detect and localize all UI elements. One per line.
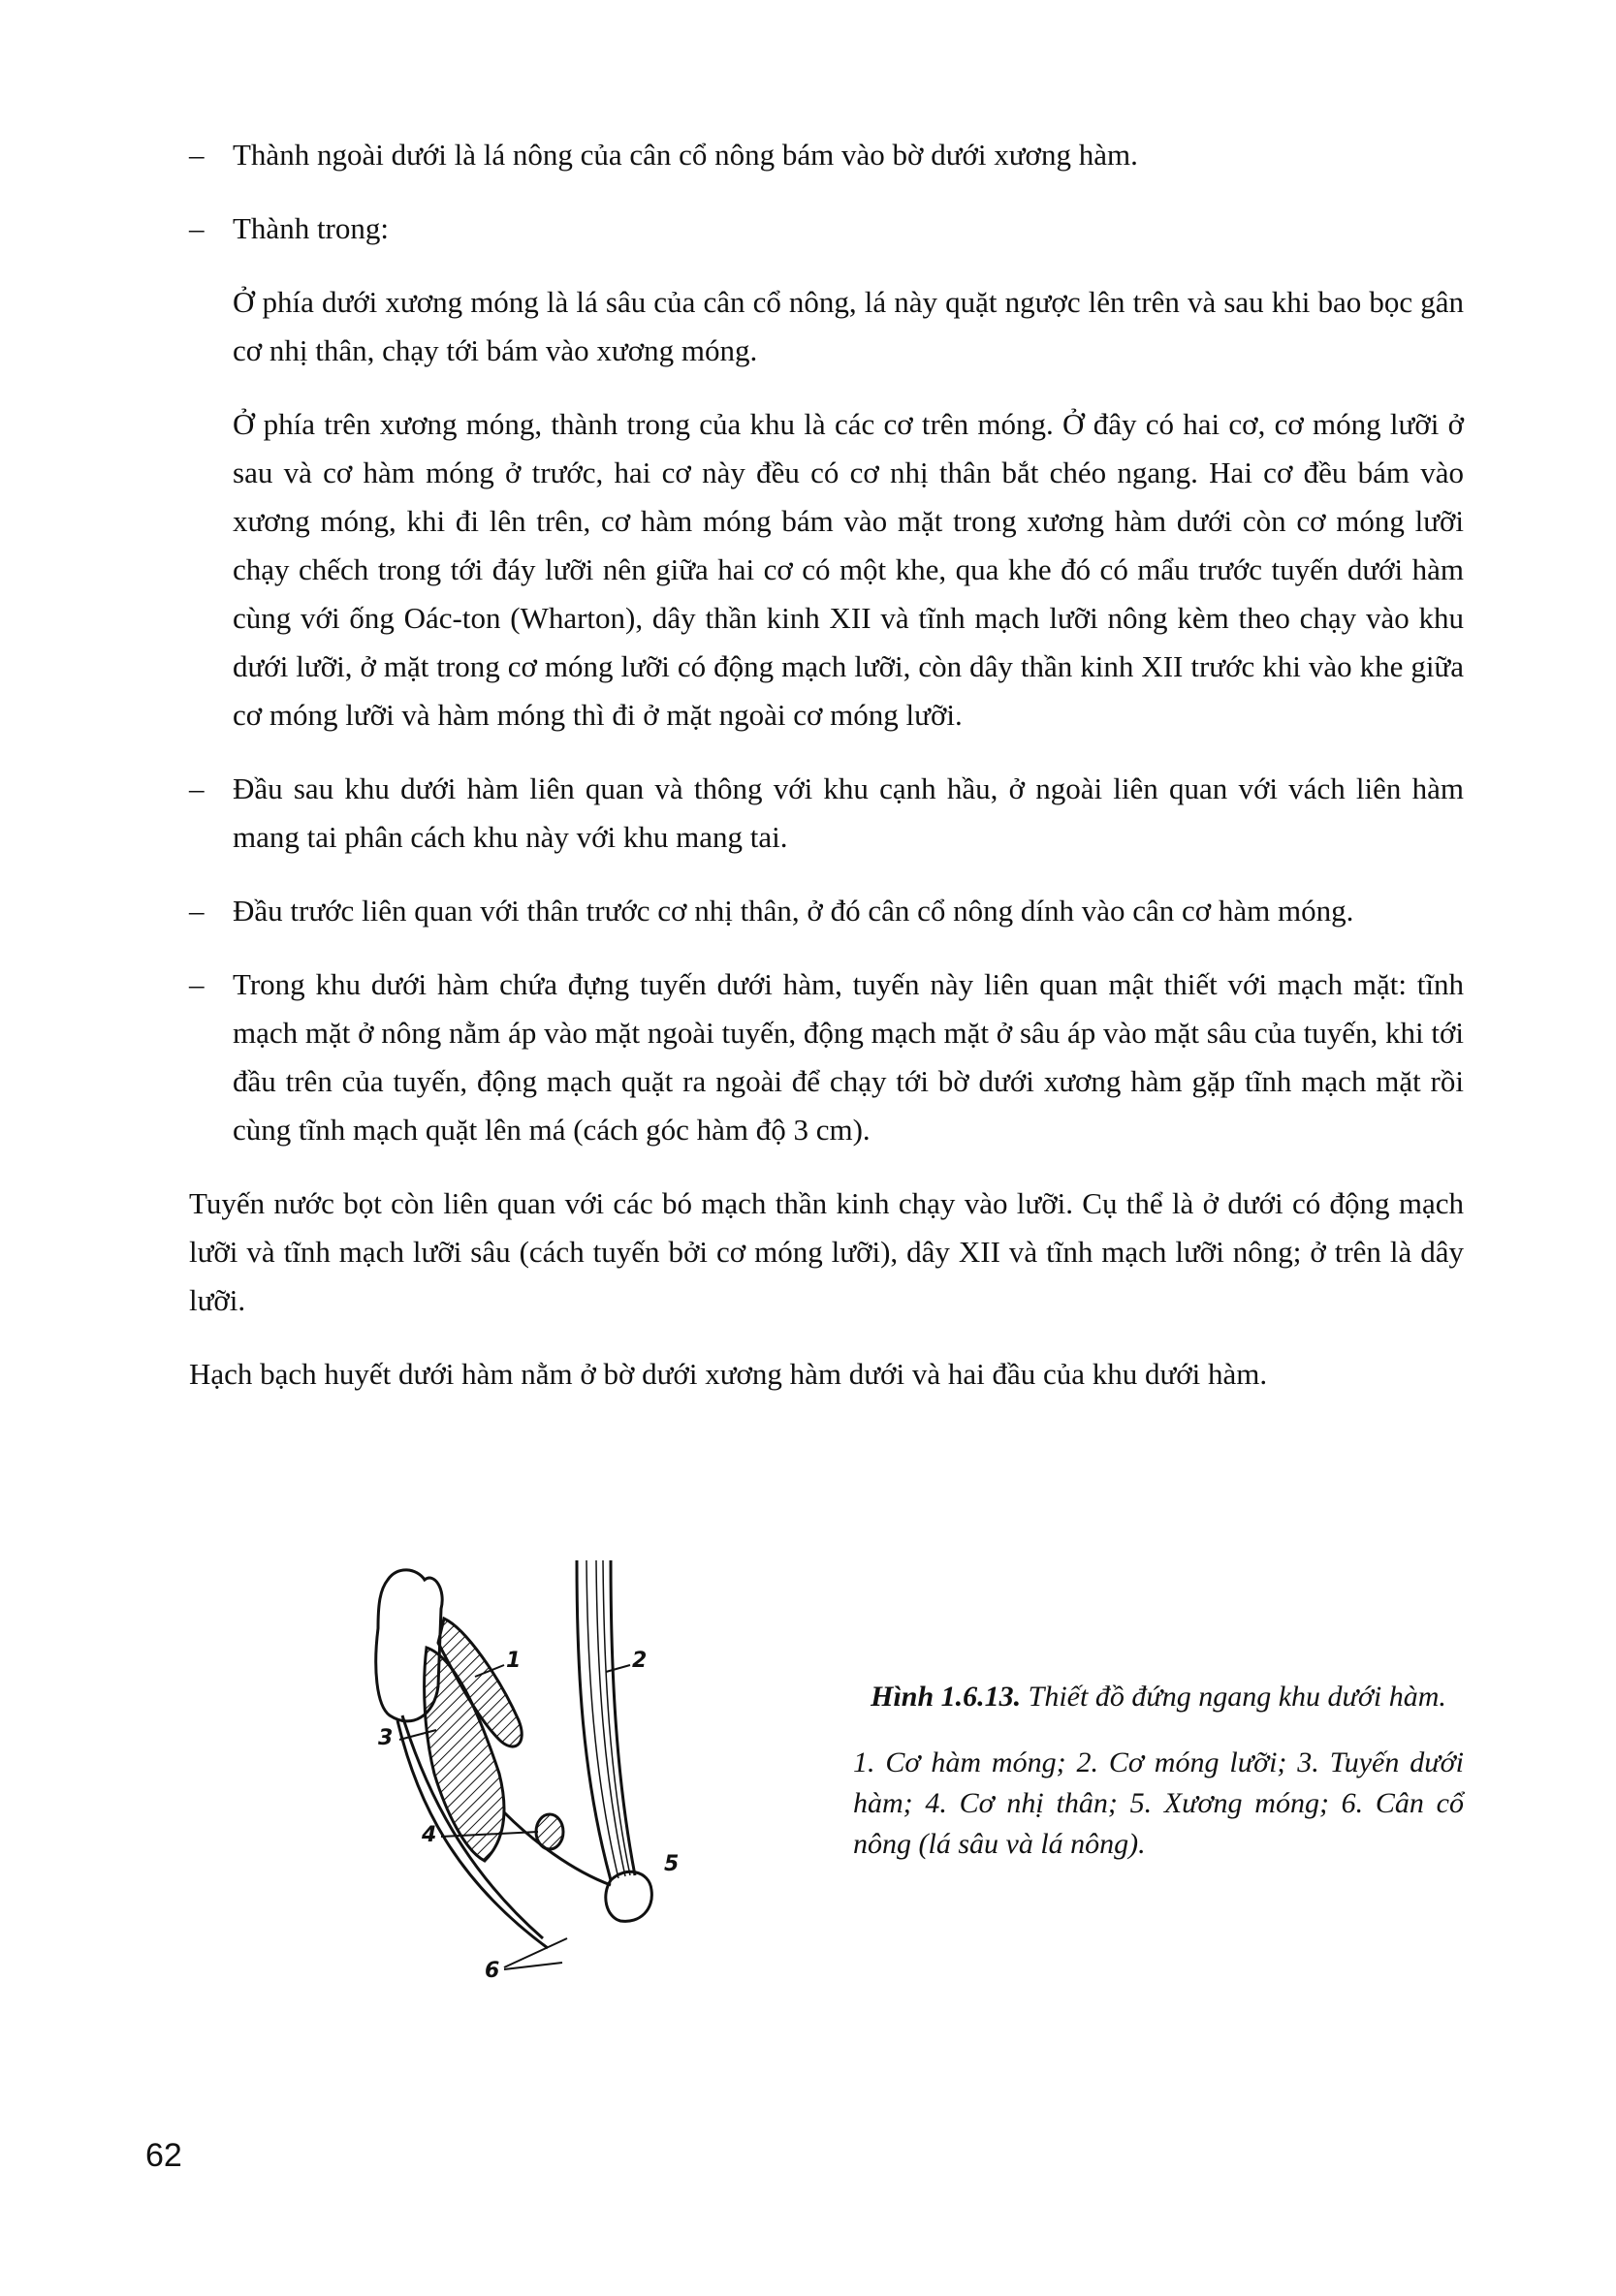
dash: –: [189, 894, 205, 928]
caption-legend: 1. Cơ hàm móng; 2. Cơ móng lưỡi; 3. Tuyến dưới hàm; 4. Cơ nhị thân; 5. Xương móng; 6. Cân cổ nông (lá sâu và lá nông).: [853, 1746, 1464, 1860]
label-4: 4: [422, 1823, 437, 1847]
caption-title: [853, 1677, 1464, 1717]
bullet-text: Đầu sau khu dưới hàm liên quan và thông với khu cạnh hầu, ở ngoài liên quan với vách liên hàm mang tai phân cách khu này với khu mang tai.: [233, 771, 1464, 854]
dash: –: [189, 138, 205, 172]
page-number: 62: [145, 2137, 182, 2174]
bullet-inner-wall: [189, 204, 1464, 253]
bullet-text: Trong khu dưới hàm chứa đựng tuyến dưới hàm, tuyến này liên quan mật thiết với mạch mặt: tĩnh mạch mặt ở nông nằm áp vào mặt ngoài tuyến, động mạch mặt ở sâu áp vào mặt sâu của tuyến, khi tới đầu trên của tuyến, động mạch quặt ra ngoài để chạy tới bờ dưới xương hàm gặp tĩnh mạch mặt rồi cùng tĩnh mạch quặt lên má (cách góc hàm độ 3 cm).: [233, 967, 1464, 1147]
bullet-outer-wall: [189, 131, 1464, 179]
bullet-text: Đầu trước liên quan với thân trước cơ nhị thân, ở đó cân cổ nông dính vào cân cơ hàm móng.: [233, 894, 1354, 928]
label-3: 3: [378, 1726, 394, 1750]
label-5: 5: [664, 1852, 680, 1876]
hyoglossus-right: [611, 1560, 635, 1875]
label-2: 2: [632, 1649, 648, 1673]
bullet-text: Thành trong:: [233, 211, 389, 245]
bullet-anterior-end: [189, 887, 1464, 935]
dash: –: [189, 771, 205, 805]
anatomy-figure: [320, 1551, 727, 2016]
paragraph-lymph-nodes: Hạch bạch huyết dưới hàm nằm ở bờ dưới xương hàm dưới và hai đầu của khu dưới hàm.: [189, 1357, 1268, 1391]
figure-drawing: [320, 1551, 727, 2016]
bullet-text: Thành ngoài dưới là lá nông của cân cổ nông bám vào bờ dưới xương hàm.: [233, 138, 1138, 172]
bullet-posterior-end: [189, 765, 1464, 862]
bullet-gland-contents: [189, 960, 1464, 1154]
label-1: 1: [506, 1649, 522, 1673]
dash: –: [189, 967, 205, 1001]
caption-title-text: Thiết đồ đứng ngang khu dưới hàm.: [1028, 1681, 1446, 1713]
figure-caption: [853, 1677, 1464, 1865]
leader-2: [606, 1665, 630, 1672]
caption-figure-number: Hình 1.6.13.: [871, 1681, 1022, 1713]
inner-wall-above-hyoid: Ở phía trên xương móng, thành trong của khu là các cơ trên móng. Ở đây có hai cơ, cơ móng lưỡi ở sau và cơ hàm móng ở trước, hai cơ này đều có cơ nhị thân bắt chéo ngang. Hai cơ đều bám vào xương móng, khi đi lên trên, cơ hàm móng bám vào mặt trong xương hàm dưới còn cơ móng lưỡi chạy chếch trong tới đáy lưỡi nên giữa hai cơ có một khe, qua khe đó có mẩu trước tuyến dưới hàm cùng với ống Oác-ton (Wharton), dây thần kinh XII và tĩnh mạch lưỡi nông kèm theo chạy vào khu dưới lưỡi, ở mặt trong cơ móng lưỡi có động mạch lưỡi, còn dây thần kinh XII trước khi vào khe giữa cơ móng lưỡi và hàm móng thì đi ở mặt ngoài cơ móng lưỡi.: [233, 407, 1464, 732]
body-text: [189, 131, 1464, 1424]
dash: –: [189, 211, 205, 245]
label-6: 6: [485, 1959, 500, 1983]
paragraph-vessels: Tuyến nước bọt còn liên quan với các bó mạch thần kinh chạy vào lưỡi. Cụ thể là ở dưới có động mạch lưỡi và tĩnh mạch lưỡi sâu (cách tuyến bởi cơ móng lưỡi), dây XII và tĩnh mạch lưỡi nông; ở trên là dây lưỡi.: [189, 1186, 1464, 1317]
inner-wall-below-hyoid: Ở phía dưới xương móng là lá sâu của cân cổ nông, lá này quặt ngược lên trên và sau khi bao bọc gân cơ nhị thân, chạy tới bám vào xương móng.: [233, 285, 1464, 367]
hyoid-bone: [606, 1871, 652, 1921]
